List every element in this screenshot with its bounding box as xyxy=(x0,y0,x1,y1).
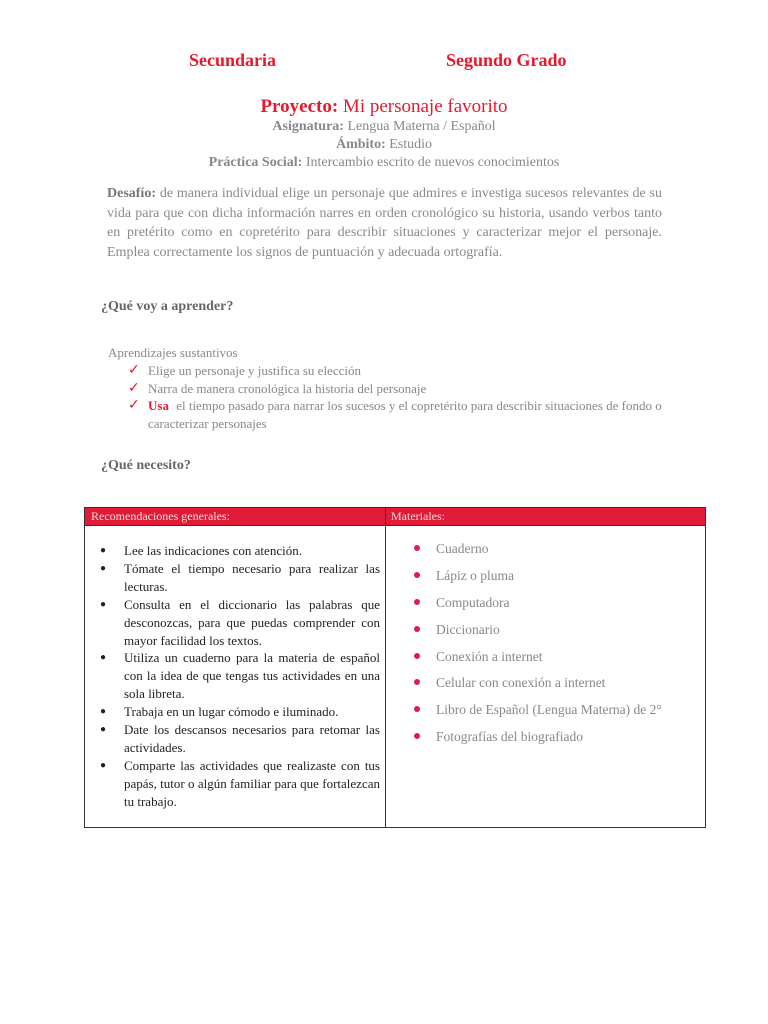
project-label: Proyecto: xyxy=(260,96,339,117)
desafio-paragraph xyxy=(107,184,662,262)
practica-label: Práctica Social: xyxy=(208,155,303,170)
checkmark-icon: ✓ xyxy=(128,363,140,378)
bullet-icon xyxy=(414,545,420,551)
aprendizaje-item: ✓ Narra de manera cronológica la historia del personaje xyxy=(128,380,427,396)
list-item: ● Lee las indicaciones con atención. xyxy=(100,543,302,558)
list-item: Fotografías del biografiado xyxy=(414,728,704,755)
ambito-line xyxy=(0,137,768,153)
practica-value: Intercambio escrito de nuevos conocimientos xyxy=(305,155,560,170)
bullet-icon: ● xyxy=(100,598,107,610)
bullet-icon: ● xyxy=(100,652,107,664)
ambito-value: Estudio xyxy=(389,137,433,152)
aprendizaje-item: ✓ Usa el tiempo pasado para narrar los sucesos y el copretérito para describir situaciones de fondo o caracterizar personajes xyxy=(128,398,662,431)
bullet-icon xyxy=(414,733,420,739)
project-title xyxy=(0,96,768,118)
bullet-icon: ● xyxy=(100,759,107,771)
resources-table xyxy=(84,507,706,828)
checkmark-icon: ✓ xyxy=(128,380,140,396)
list-item: ● Date los descansos necesarios para retomar las actividades. xyxy=(100,722,380,755)
desafio-label: Desafío: xyxy=(107,186,156,201)
list-item: Cuaderno xyxy=(414,540,704,567)
list-item: ● Consulta en el diccionario las palabras que desconozcas, para que puedas comprender con mayor facilidad los textos. xyxy=(100,596,380,648)
list-item: ● Comparte las actividades que realizaste con tus papás, tutor o algún familiar para que fortalezcan tu trabajo. xyxy=(100,757,380,809)
recomendaciones-list xyxy=(98,542,380,811)
list-item: Conexión a internet xyxy=(414,648,704,675)
ambito-label: Ámbito: xyxy=(335,137,386,152)
bullet-icon xyxy=(414,653,420,659)
table-header-materiales: Materiales: xyxy=(391,509,445,523)
materiales-list xyxy=(414,540,704,755)
bullet-icon: ● xyxy=(100,724,107,736)
bullet-icon: ● xyxy=(100,706,107,718)
list-item: Computadora xyxy=(414,594,704,621)
list-item: Celular con conexión a internet xyxy=(414,674,704,701)
asignatura-label: Asignatura: xyxy=(272,119,344,134)
list-item: Libro de Español (Lengua Materna) de 2° xyxy=(414,701,704,728)
bullet-icon: ● xyxy=(100,545,107,556)
aprendizaje-item: ✓ Elige un personaje y justifica su elección xyxy=(128,363,361,378)
aprendizajes-subtitle: Aprendizajes sustantivos xyxy=(108,345,238,360)
desafio-text: de manera individual elige un personaje que admires e investiga sucesos relevantes de su vida para que con dicha información narres en orden cronológico su historia, usando verbos tanto en pretérito como en copretérito para describir situaciones y caracterizar mejor el personaje. Emplea correctamente los signos de puntuación y adecuada ortografía. xyxy=(107,186,663,260)
header-grade: Segundo Grado xyxy=(446,50,567,70)
bullet-icon xyxy=(414,572,420,578)
aprender-heading: ¿Qué voy a aprender? xyxy=(101,299,234,314)
project-name: Mi personaje favorito xyxy=(342,96,508,117)
aprendizajes-list xyxy=(128,362,668,432)
asignatura-line xyxy=(0,119,768,135)
table-header-recomendaciones: Recomendaciones generales: xyxy=(91,509,230,523)
list-item: Diccionario xyxy=(414,621,704,648)
bullet-icon xyxy=(414,599,420,605)
asignatura-value: Lengua Materna / Español xyxy=(347,119,496,134)
bullet-icon xyxy=(414,706,420,712)
bullet-icon xyxy=(414,626,420,632)
list-item: Lápiz o pluma xyxy=(414,567,704,594)
table-header-row xyxy=(85,508,705,526)
bullet-icon xyxy=(414,679,420,685)
practica-line xyxy=(0,155,768,171)
checkmark-icon: ✓ xyxy=(128,398,140,413)
list-item: ● Trabaja en un lugar cómodo e iluminado. xyxy=(100,704,339,720)
bullet-icon: ● xyxy=(100,562,107,574)
list-item: ● Tómate el tiempo necesario para realizar las lecturas. xyxy=(100,560,380,594)
header-level: Secundaria xyxy=(189,50,277,70)
list-item: ● Utiliza un cuaderno para la materia de español con la idea de que tengas tus actividades en una sola libreta. xyxy=(100,650,380,702)
necesito-heading: ¿Qué necesito? xyxy=(101,458,191,473)
column-divider xyxy=(385,508,386,827)
